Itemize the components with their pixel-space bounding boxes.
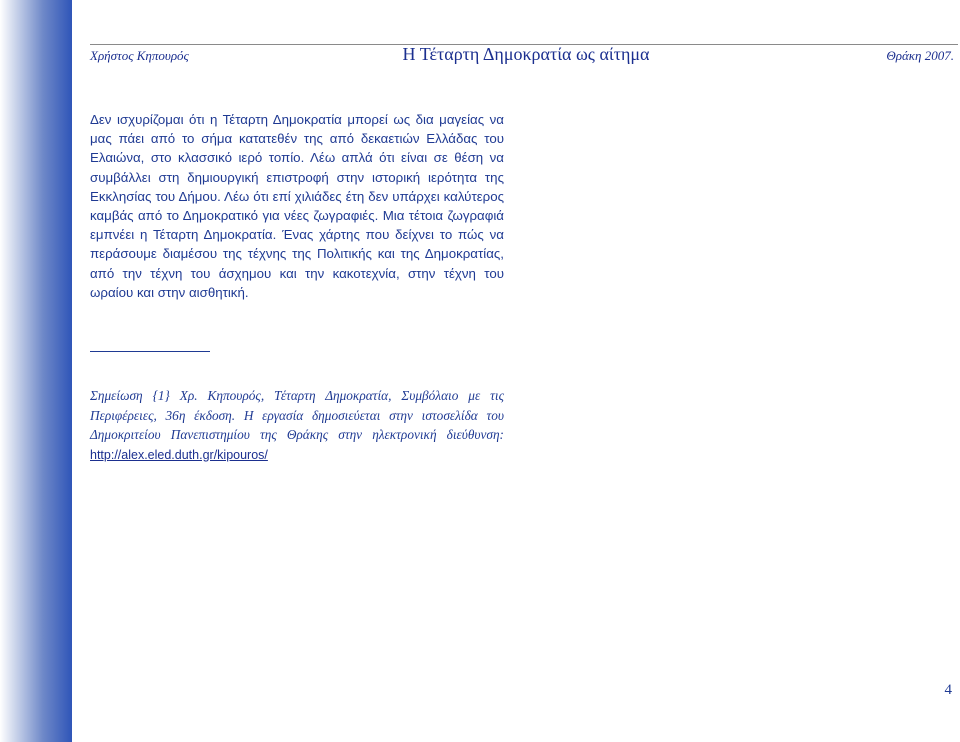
- main-paragraph: [90, 110, 504, 302]
- header-author: Χρήστος Κηπουρός: [90, 48, 189, 63]
- paragraph-text: Δεν ισχυρίζομαι ότι η Τέταρτη Δημοκρατία μπορεί ως δια μαγείας να μας πάει από το σήμα κατατεθέν της από δεκαετιών Ελλάδας του Ελαιώνα, στο κλασσικό ιερό τοπίο. Λέω απλά ότι είναι σε θέση να συμβάλλει στη δημιουργική επιστροφή στην ιστορική ιερότητα της Εκκλησίας του Δήμου. Λέω ότι επί χιλιάδες έτη δεν υπάρχει καλύτερος καμβάς από το Δημοκρατικό για νέες ζωγραφιές. Μια τέτοια ζωγραφιά εμπνέει η Τέταρτη Δημοκρατία. Ένας χάρτης που δείχνει το πώς να περάσουμε διαμέσου της τέχνης της Πολιτικής και της Δημοκρατίας, από την τέχνη του άσχημου και την κακοτεχνία, στην τέχνη του ωραίου και στην αισθητική.: [90, 112, 504, 300]
- footnote-link[interactable]: http://alex.eled.duth.gr/kipouros/: [90, 447, 268, 462]
- page-number: 4: [944, 682, 952, 698]
- header-title: Η Τέταρτη Δημοκρατία ως αίτημα: [402, 44, 650, 64]
- footnote-text: Σημείωση {1} Χρ. Κηπουρός, Τέταρτη Δημοκρατία, Συμβόλαιο με τις Περιφέρειες, 36η έκδοση. Η εργασία δημοσιεύεται στην ιστοσελίδα του Δημοκριτείου Πανεπιστημίου της Θράκης στην ηλεκτρονική διεύθυνση:: [90, 388, 504, 442]
- footnote-rule: [90, 351, 210, 352]
- decorative-side-gradient: [0, 0, 72, 742]
- footnote: [90, 386, 504, 465]
- header-place-date: Θράκη 2007.: [886, 48, 954, 63]
